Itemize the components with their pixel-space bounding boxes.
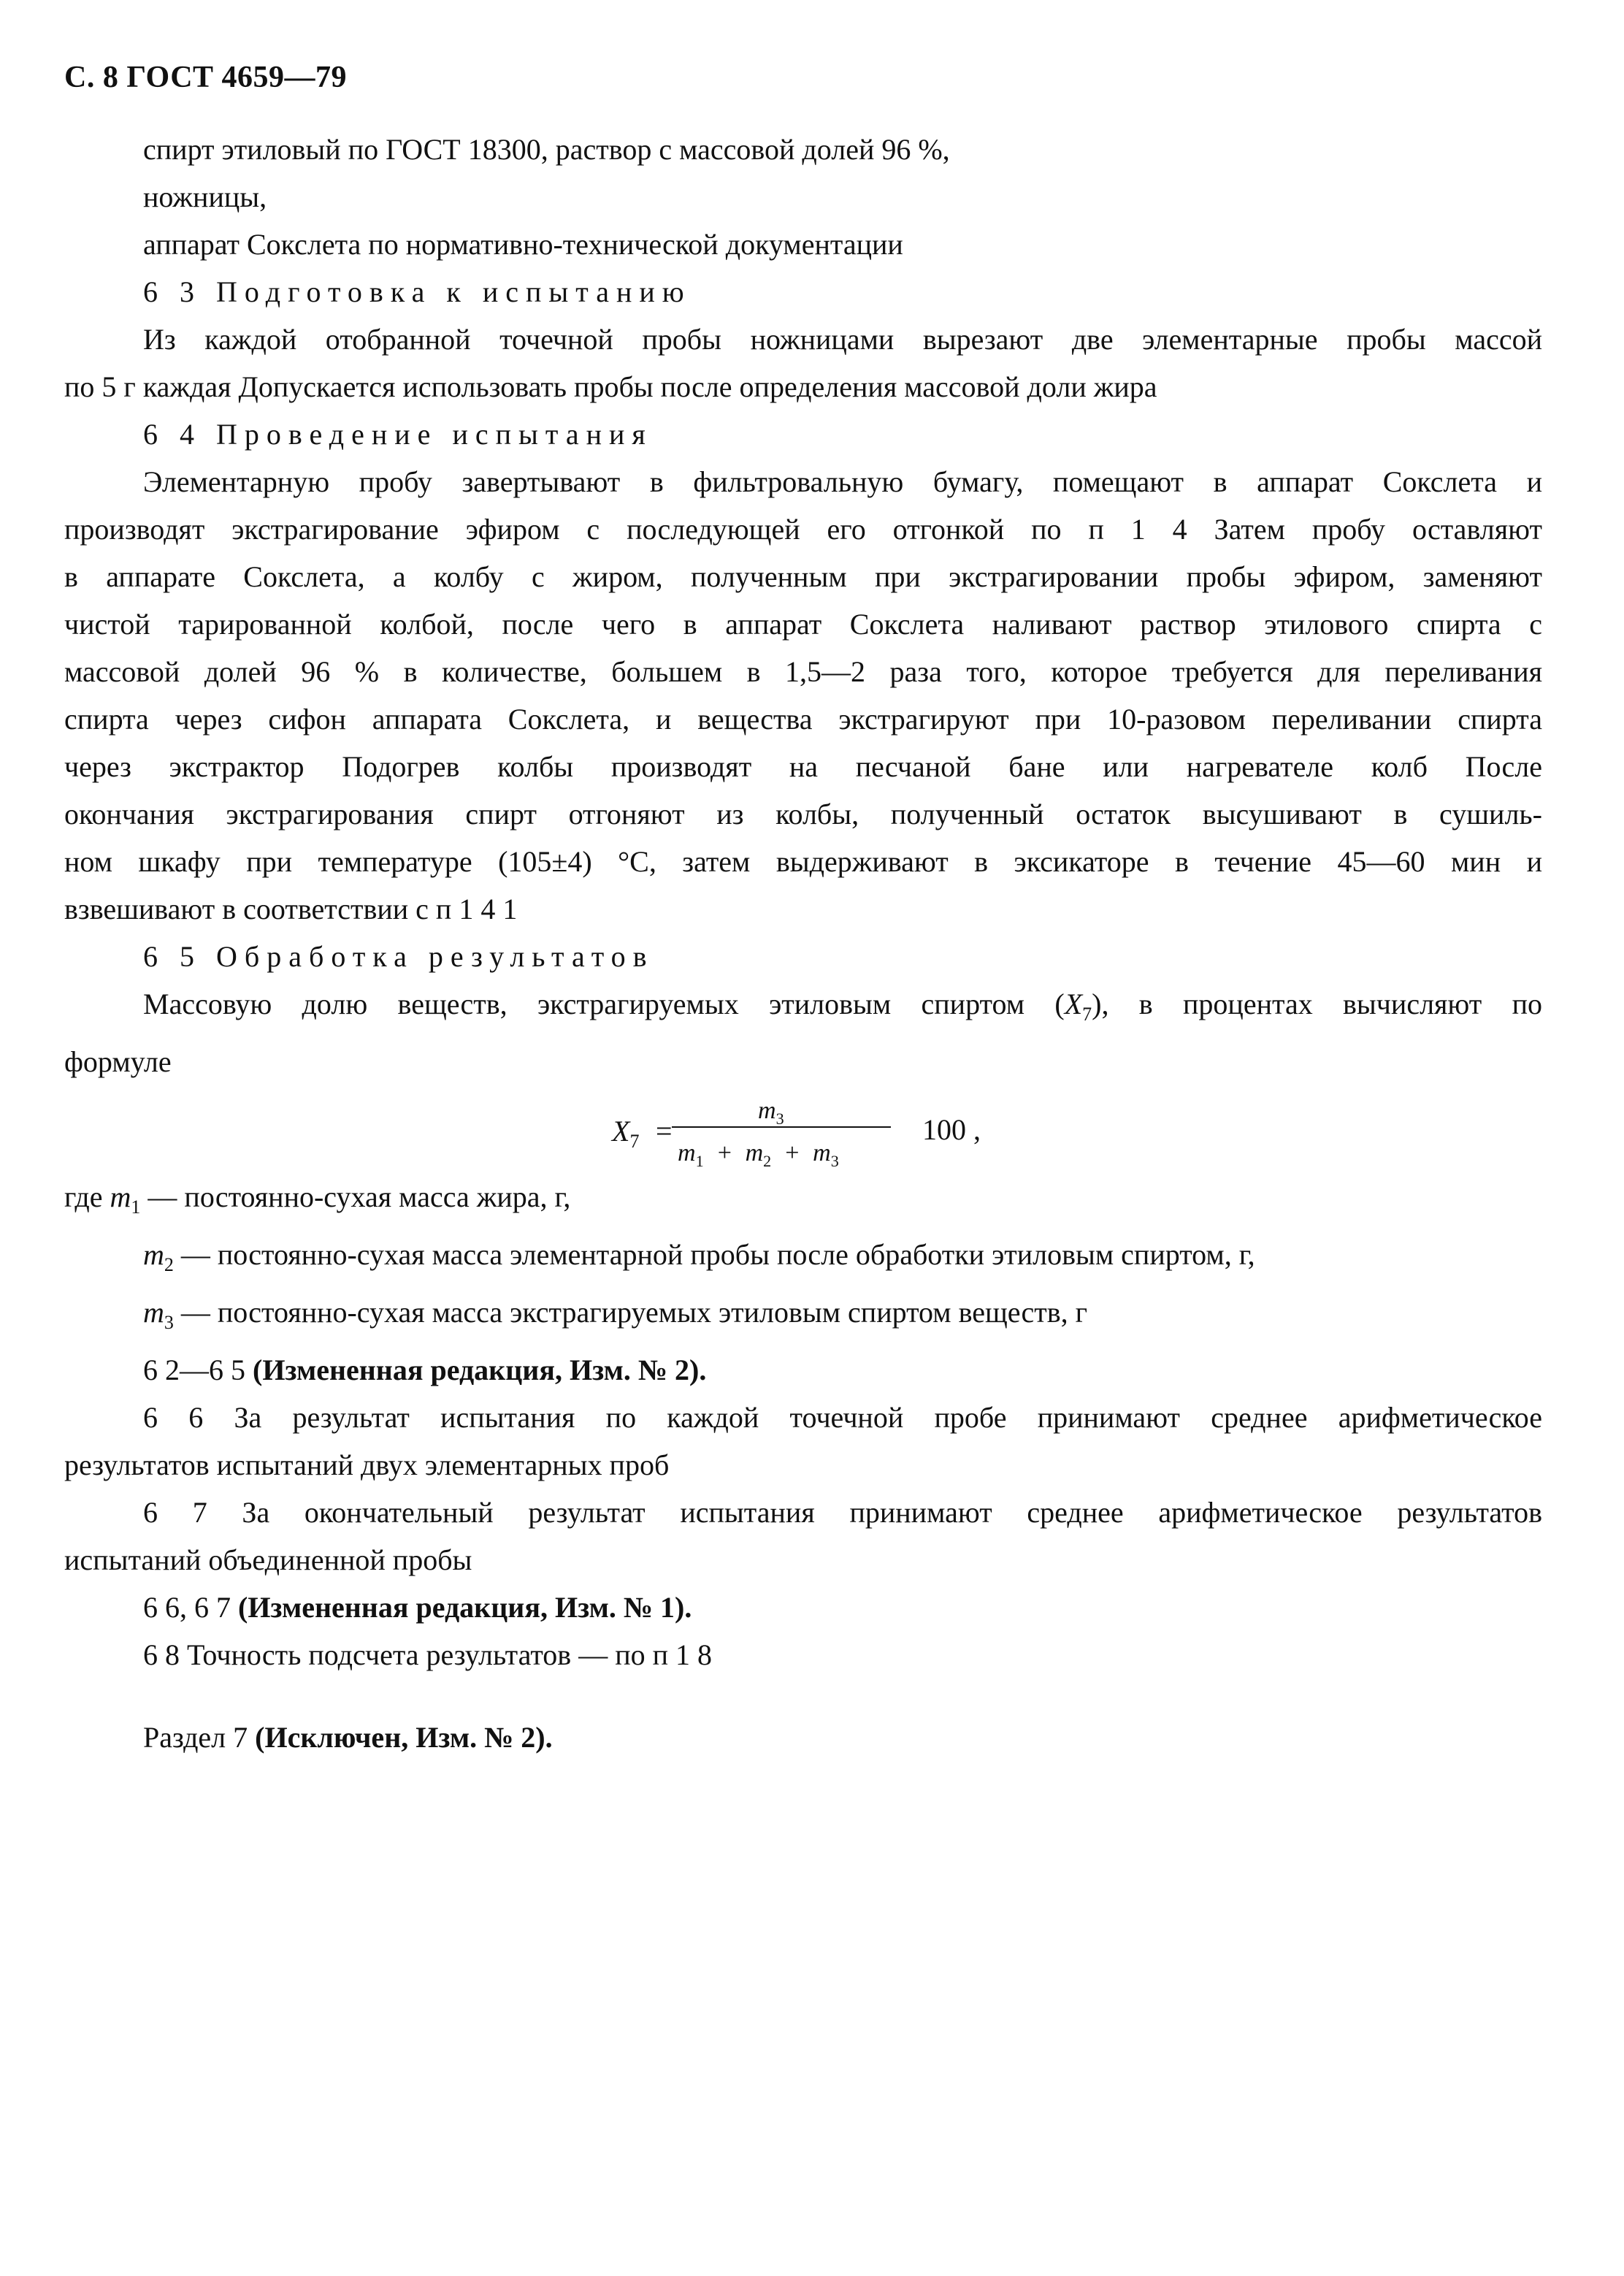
section-heading-6-5: 6 5 Обработка результатов	[143, 940, 654, 973]
paragraph-line	[64, 980, 1542, 1038]
page-header: С. 8 ГОСТ 4659—79	[64, 61, 348, 94]
paragraph-line: взвешивают в соответствии с п 1 4 1	[64, 893, 518, 925]
paragraph-line: Элементарную пробу завертывают в фильтровальную бумагу, помещают в аппарат Сокслета и	[143, 465, 1542, 498]
text-span: — постоянно-сухая масса экстрагируемых этиловым спиртом веществ, г	[173, 1296, 1088, 1329]
paragraph-line: по 5 г каждая Допускается использовать пробы после определения массовой доли жира	[64, 370, 1157, 403]
paragraph-line: 6 6 За результат испытания по каждой точечной пробе принимают среднее арифметическое	[143, 1401, 1542, 1434]
where-line-m3	[64, 1288, 1542, 1346]
formula-lhs	[612, 1107, 639, 1165]
formula-x7	[64, 1091, 1542, 1172]
fraction-bar	[672, 1126, 891, 1128]
subscript: 3	[164, 1312, 174, 1333]
variable-m: m	[110, 1180, 131, 1213]
paragraph-line: массовой долей 96 % в количестве, большем в 1,5—2 раза того, которое требуется для переливания	[64, 655, 1542, 688]
paragraph-line: окончания экстрагирования спирт отгоняют из колбы, полученный остаток высушивают в сушиль-	[64, 798, 1542, 830]
formula-var: m	[758, 1097, 776, 1124]
paragraph-line: 6 8 Точность подсчета результатов — по п 1 8	[143, 1638, 713, 1671]
amendment-note-2	[64, 1346, 1542, 1394]
text-span: 6 6, 6 7	[143, 1591, 238, 1624]
amendment-label: (Измененная редакция, Изм. № 1).	[238, 1591, 692, 1624]
formula-multiplier: 100 ,	[922, 1113, 981, 1146]
paragraph-line: результатов испытаний двух элементарных проб	[64, 1448, 670, 1481]
section-heading-6-4: 6 4 Проведение испытания	[143, 418, 653, 451]
materials-item-scissors: ножницы,	[143, 180, 267, 213]
paragraph-line: чистой тарированной колбой, после чего в аппарат Сокслета наливают раствор этилового спирта с	[64, 608, 1542, 641]
subscript: 3	[830, 1151, 839, 1170]
amendment-note-1	[64, 1584, 1542, 1631]
amendment-label: (Измененная редакция, Изм. № 2).	[253, 1353, 707, 1386]
plus-sign: +	[784, 1139, 801, 1166]
where-line-m2	[64, 1231, 1542, 1288]
text-span: Раздел 7	[143, 1721, 256, 1754]
variable-m: m	[143, 1296, 164, 1329]
paragraph-line: ном шкафу при температуре (105±4) °С, затем выдерживают в эксикаторе в течение 45—60 мин и	[64, 845, 1542, 878]
amendment-label: (Исключен, Изм. № 2).	[255, 1721, 553, 1754]
variable-x: X	[1064, 988, 1083, 1020]
subscript: 7	[1082, 1004, 1092, 1025]
paragraph-line: через экстрактор Подогрев колбы производят на песчаной бане или нагревателе колб После	[64, 750, 1542, 783]
text-span: — постоянно-сухая масса жира, г,	[140, 1180, 571, 1213]
materials-item-alcohol: спирт этиловый по ГОСТ 18300, раствор с массовой долей 96 %,	[143, 133, 950, 166]
variable-m: m	[143, 1238, 164, 1271]
subscript: 2	[164, 1254, 174, 1275]
formula-var: m	[678, 1139, 696, 1166]
formula-lhs-var: X	[612, 1115, 630, 1147]
text-span: 6 2—6 5	[143, 1353, 253, 1386]
text-span: — постоянно-сухая масса элементарной пробы после обработки этиловым спиртом, г,	[173, 1238, 1255, 1271]
paragraph-line: в аппарате Сокслета, а колбу с жиром, полученным при экстрагировании пробы эфиром, заменяют	[64, 560, 1542, 593]
text-span: Массовую долю веществ, экстрагируемых этиловым спиртом (	[143, 988, 1065, 1020]
plus-sign: +	[716, 1139, 733, 1166]
formula-var: m	[745, 1139, 764, 1166]
paragraph-line: производят экстрагирование эфиром с последующей его отгонкой по п 1 4 Затем пробу оставляют	[64, 513, 1542, 546]
subscript: 2	[763, 1151, 772, 1170]
paragraph-line: Из каждой отобранной точечной пробы ножницами вырезают две элементарные пробы массой	[143, 323, 1542, 356]
text-span: ), в процентах вычисляют по	[1092, 988, 1543, 1020]
formula-denominator	[678, 1129, 839, 1185]
formula-var: m	[813, 1139, 831, 1166]
paragraph-line: 6 7 За окончательный результат испытания принимают среднее арифметическое результатов	[143, 1496, 1542, 1529]
section-heading-6-3: 6 3 Подготовка к испытанию	[143, 275, 692, 308]
paragraph-line: формуле	[64, 1045, 172, 1078]
materials-item-soxhlet: аппарат Сокслета по нормативно-технической документации	[143, 228, 903, 261]
subscript: 1	[695, 1151, 704, 1170]
subscript: 3	[775, 1109, 784, 1128]
spacer	[64, 1679, 1542, 1714]
subscript: 7	[629, 1131, 640, 1152]
paragraph-line: испытаний объединенной пробы	[64, 1543, 472, 1576]
section-7-note	[64, 1714, 1542, 1761]
subscript: 1	[131, 1196, 141, 1218]
formula-equals: =	[656, 1115, 673, 1147]
document-body	[64, 126, 1542, 1761]
paragraph-line: спирта через сифон аппарата Сокслета, и вещества экстрагируют при 10-разовом переливании спирта	[64, 703, 1542, 736]
text-span: где	[64, 1180, 110, 1213]
